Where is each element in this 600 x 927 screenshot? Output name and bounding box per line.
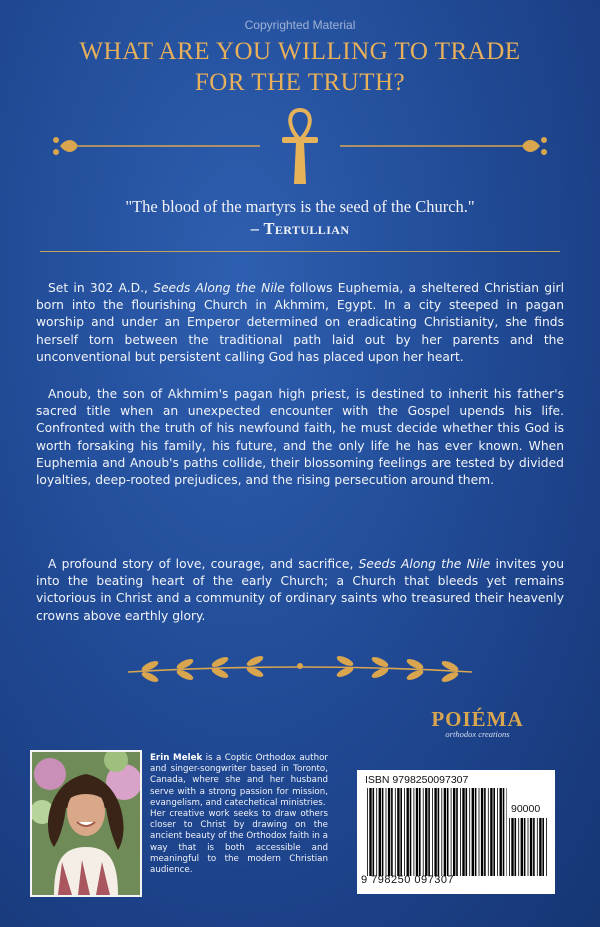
quote-attribution: – Tertullian	[250, 219, 350, 238]
laurel-icon	[120, 656, 480, 686]
quote-text: "The blood of the martyrs is the seed of the Church."	[125, 197, 475, 216]
copyright-watermark: Copyrighted Material	[244, 18, 356, 32]
price-code: 90000	[511, 803, 541, 815]
quote-divider-rule	[40, 251, 560, 252]
author-bio-text-2: Her creative work seeks to draw others closer to Christ by drawing on the ancient beauty of the Orthodox faith in a way that is both accessible and meaningful to the modern Christian audience.	[150, 809, 328, 876]
author-bio-text-1: is a Coptic Orthodox author and singer-songwriter based in Toronto, Canada, where she and her husband serve with a strong passion for mission, evangelism, and catechetical ministries.	[150, 753, 328, 808]
publisher-logo	[420, 707, 535, 739]
scroll-divider-left-icon	[53, 137, 78, 155]
scroll-divider-right-icon	[522, 137, 547, 155]
book-title-ref: Seeds Along the Nile	[153, 281, 285, 295]
ankh-divider	[50, 106, 550, 192]
blurb-p1-intro: Set in 302 A.D.,	[48, 281, 154, 295]
blurb-paragraph-2: Anoub, the son of Akhmim's pagan high priest, is destined to inherit his father's sacred title when an unexpected encounter with the Gospel upends his life. Confronted with the truth of his newfound faith, he must decide whether this God is worth forsaking his family, his future, and the only life he has ever known. When Euphemia and Anoub's paths collide, their blossoming feelings are tested by divided loyalties, deep-rooted prejudices, and the rising persecution around them.	[36, 387, 564, 488]
headline-line-2: FOR THE TRUTH?	[194, 69, 406, 96]
author-bio	[150, 753, 328, 876]
book-title-ref: Seeds Along the Nile	[358, 557, 491, 571]
isbn-barcode	[357, 770, 555, 894]
blurb-paragraph-1	[36, 280, 564, 366]
blurb-paragraph-3	[36, 556, 564, 625]
ankh-icon	[282, 110, 318, 184]
barcode-bars-main	[367, 788, 507, 876]
author-name: Erin Melek	[150, 753, 203, 763]
blurb-p3-intro: A profound story of love, courage, and sacrifice,	[48, 557, 359, 571]
barcode-bars-price	[509, 818, 547, 876]
quote-block	[0, 196, 600, 240]
publisher-tagline: orthodox creations	[445, 729, 510, 739]
blurb-p3-rest: invites you into the beating heart of the early Church; a Church that bleeds yet remains victorious in Christ and a community of ordinary saints who treasured their heavenly crowns above earthly glory.	[36, 557, 564, 623]
headline-line-1: WHAT ARE YOU WILLING TO TRADE	[79, 38, 521, 65]
author-photo	[30, 750, 142, 897]
blurb-p1-rest: follows Euphemia, a sheltered Christian girl born into the flourishing Church in Akhmim, Egypt. In a city steeped in pagan worship and under an Emperor determined on eradicating Christianity, she finds herself torn between the traditional path laid out by her parents and the unconventional but persistent calling God has placed upon her heart.	[36, 281, 564, 364]
headline	[0, 36, 600, 98]
publisher-name: POIÉMA	[431, 707, 524, 731]
isbn-label: ISBN 9798250097307	[365, 774, 469, 786]
barcode-digits: 9 798250 097307	[361, 874, 455, 886]
